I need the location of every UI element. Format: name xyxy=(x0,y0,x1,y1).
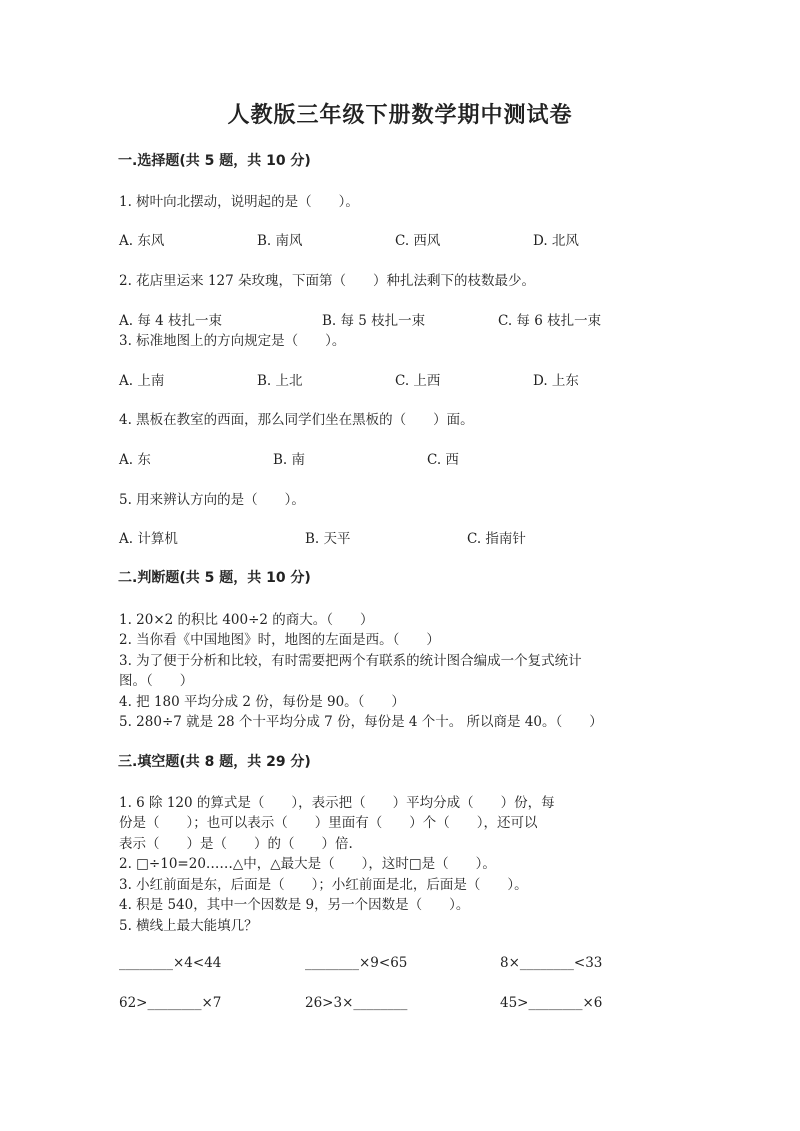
option-c: C. 西 xyxy=(427,452,459,468)
blank-expression: ________×9<65 xyxy=(305,955,408,971)
statement-line: 1. 20×2 的积比 400÷2 的商大。（ ） xyxy=(119,612,374,628)
option-b: B. 南 xyxy=(273,452,306,468)
section-heading-choice: 一.选择题(共 5 题，共 10 分) xyxy=(118,153,311,169)
statement-line: 4. 把 180 平均分成 2 份，每份是 90。（ ） xyxy=(119,694,405,710)
option-c: C. 每 6 枝扎一束 xyxy=(498,313,602,329)
blank-expression: 62>________×7 xyxy=(119,995,222,1011)
question-text: 4. 黑板在教室的西面，那么同学们坐在黑板的（ ）面。 xyxy=(119,412,474,428)
fill-line: 5. 横线上最大能填几？ xyxy=(119,918,258,934)
section-heading-fill: 三.填空题(共 8 题，共 29 分) xyxy=(118,754,311,770)
blank-expression: ________×4<44 xyxy=(119,955,222,971)
statement-line: 5. 280÷7 就是 28 个十平均分成 7 份，每份是 4 个十。 所以商是 40。（ ） xyxy=(119,714,603,730)
question-text: 3. 标准地图上的方向规定是（ ）。 xyxy=(119,333,346,349)
fill-line: 表示（ ）是（ ）的（ ）倍. xyxy=(119,836,353,852)
option-b: B. 天平 xyxy=(305,531,351,547)
fill-line: 4. 积是 540，其中一个因数是 9，另一个因数是（ ）。 xyxy=(119,897,470,913)
statement-line: 3. 为了便于分析和比较，有时需要把两个有联系的统计图合编成一个复式统计 xyxy=(119,653,582,669)
option-a: A. 计算机 xyxy=(119,531,178,547)
page-title: 人教版三年级下册数学期中测试卷 xyxy=(227,102,573,128)
blank-expression: 26>3×________ xyxy=(305,995,408,1011)
blank-expression: 45>________×6 xyxy=(500,995,603,1011)
option-b: B. 每 5 枝扎一束 xyxy=(322,313,426,329)
option-a: A. 东风 xyxy=(119,233,165,249)
blank-expression: 8×________<33 xyxy=(500,955,603,971)
question-text: 5. 用来辨认方向的是（ ）。 xyxy=(119,492,305,508)
question-text: 1. 树叶向北摆动，说明起的是（ ）。 xyxy=(119,194,359,210)
option-d: D. 北风 xyxy=(533,233,579,249)
statement-line: 图。（ ） xyxy=(119,673,194,689)
option-c: C. 指南针 xyxy=(467,531,526,547)
option-d: D. 上东 xyxy=(533,373,579,389)
option-c: C. 上西 xyxy=(395,373,441,389)
option-a: A. 每 4 枝扎一束 xyxy=(119,313,223,329)
fill-line: 份是（ ）；也可以表示（ ）里面有（ ）个（ ），还可以 xyxy=(119,815,538,831)
option-b: B. 上北 xyxy=(257,373,303,389)
fill-line: 3. 小红前面是东，后面是（ ）；小红前面是北，后面是（ ）。 xyxy=(119,877,528,893)
fill-line: 2. □÷10=20……△中，△最大是（ ），这时□是（ ）。 xyxy=(119,856,496,872)
option-c: C. 西风 xyxy=(395,233,441,249)
option-b: B. 南风 xyxy=(257,233,303,249)
fill-line: 1. 6 除 120 的算式是（ ），表示把（ ）平均分成（ ）份，每 xyxy=(119,795,555,811)
option-a: A. 东 xyxy=(119,452,151,468)
section-heading-judgment: 二.判断题(共 5 题，共 10 分) xyxy=(118,570,311,586)
question-text: 2. 花店里运来 127 朵玫瑰，下面第（ ）种扎法剩下的枝数最少。 xyxy=(119,273,536,289)
option-a: A. 上南 xyxy=(119,373,165,389)
statement-line: 2. 当你看《中国地图》时，地图的左面是西。（ ） xyxy=(119,632,440,648)
